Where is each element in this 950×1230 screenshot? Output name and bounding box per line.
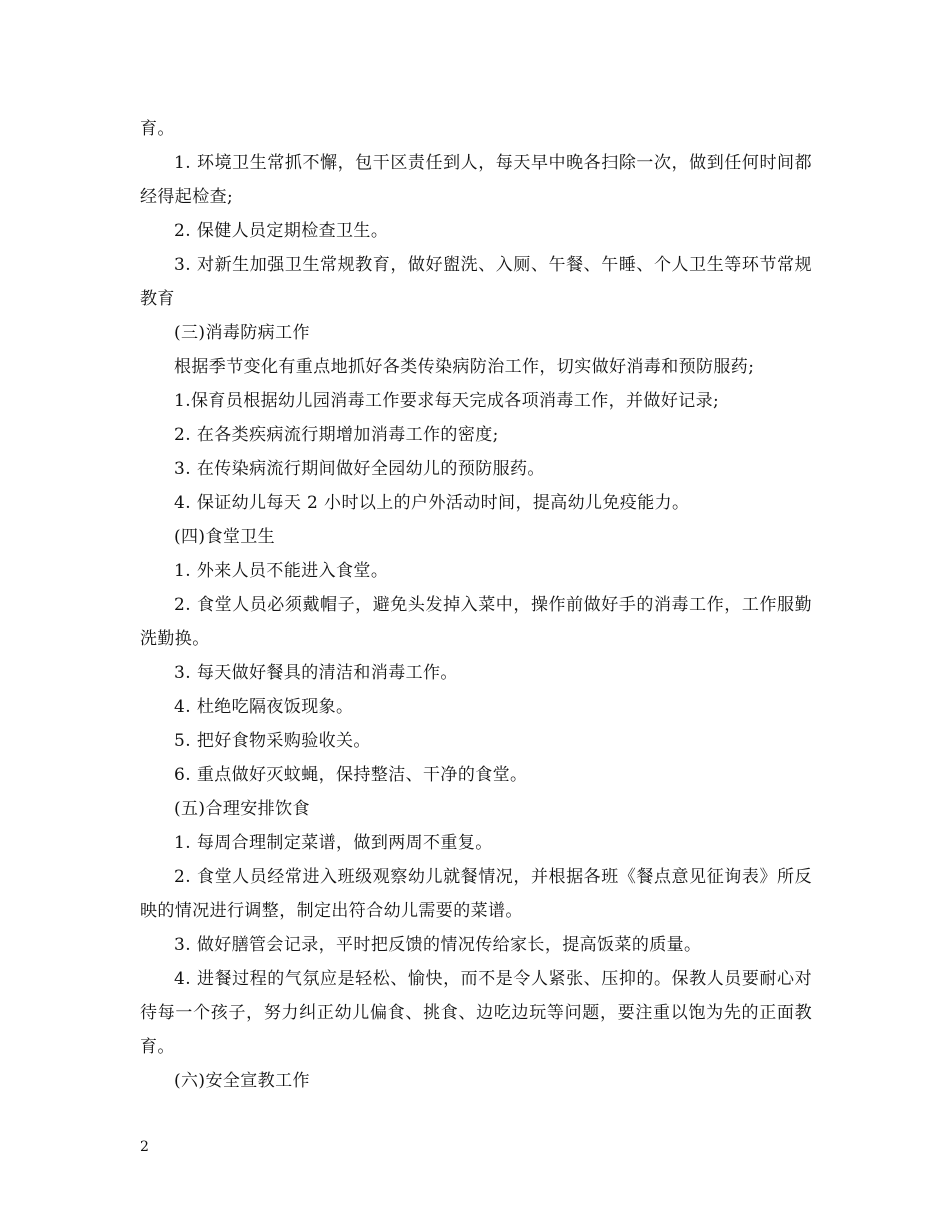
paragraph: 4. 进餐过程的气氛应是轻松、愉快，而不是令人紧张、压抑的。保教人员要耐心对待每一个孩子，努力纠正幼儿偏食、挑食、边吃边玩等问题，要注重以饱为先的正面教育。 xyxy=(140,969,812,1057)
paragraph: 5. 把好食物采购验收关。 xyxy=(174,731,371,751)
paragraph: 1. 环境卫生常抓不懈，包干区责任到人，每天早中晚各扫除一次，做到任何时间都经得起检查; xyxy=(140,153,812,207)
paragraph: 2. 在各类疾病流行期增加消毒工作的密度; xyxy=(174,425,499,445)
paragraph: 根据季节变化有重点地抓好各类传染病防治工作，切实做好消毒和预防服药; xyxy=(174,357,755,377)
paragraph: 2. 保健人员定期检查卫生。 xyxy=(174,221,389,241)
page-number: 2 xyxy=(140,1139,149,1155)
paragraph: 4. 杜绝吃隔夜饭现象。 xyxy=(174,697,354,717)
section-heading: (五)合理安排饮食 xyxy=(174,799,310,819)
paragraph: 2. 食堂人员必须戴帽子，避免头发掉入菜中，操作前做好手的消毒工作，工作服勤洗勤换。 xyxy=(140,595,812,649)
paragraph: 育。 xyxy=(140,119,175,139)
section-heading: (六)安全宣教工作 xyxy=(174,1071,310,1091)
paragraph: 6. 重点做好灭蚊蝇，保持整洁、干净的食堂。 xyxy=(174,765,528,785)
paragraph: 1. 每周合理制定菜谱，做到两周不重复。 xyxy=(174,833,493,853)
section-heading: (四)食堂卫生 xyxy=(174,527,276,547)
paragraph: 3. 对新生加强卫生常规教育，做好盥洗、入厕、午餐、午睡、个人卫生等环节常规教育 xyxy=(140,255,812,309)
paragraph: 4. 保证幼儿每天 2 小时以上的户外活动时间，提高幼儿免疫能力。 xyxy=(174,493,690,513)
paragraph: 2. 食堂人员经常进入班级观察幼儿就餐情况，并根据各班《餐点意见征询表》所反映的情况进行调整，制定出符合幼儿需要的菜谱。 xyxy=(140,867,812,921)
paragraph: 3. 每天做好餐具的清洁和消毒工作。 xyxy=(174,663,458,683)
paragraph: 1. 外来人员不能进入食堂。 xyxy=(174,561,389,581)
document-body xyxy=(140,112,812,1098)
paragraph: 1.保育员根据幼儿园消毒工作要求每天完成各项消毒工作，并做好记录; xyxy=(174,391,720,411)
section-heading: (三)消毒防病工作 xyxy=(174,323,310,343)
paragraph: 3. 做好膳管会记录，平时把反馈的情况传给家长，提高饭菜的质量。 xyxy=(174,935,702,955)
paragraph: 3. 在传染病流行期间做好全园幼儿的预防服药。 xyxy=(174,459,545,479)
